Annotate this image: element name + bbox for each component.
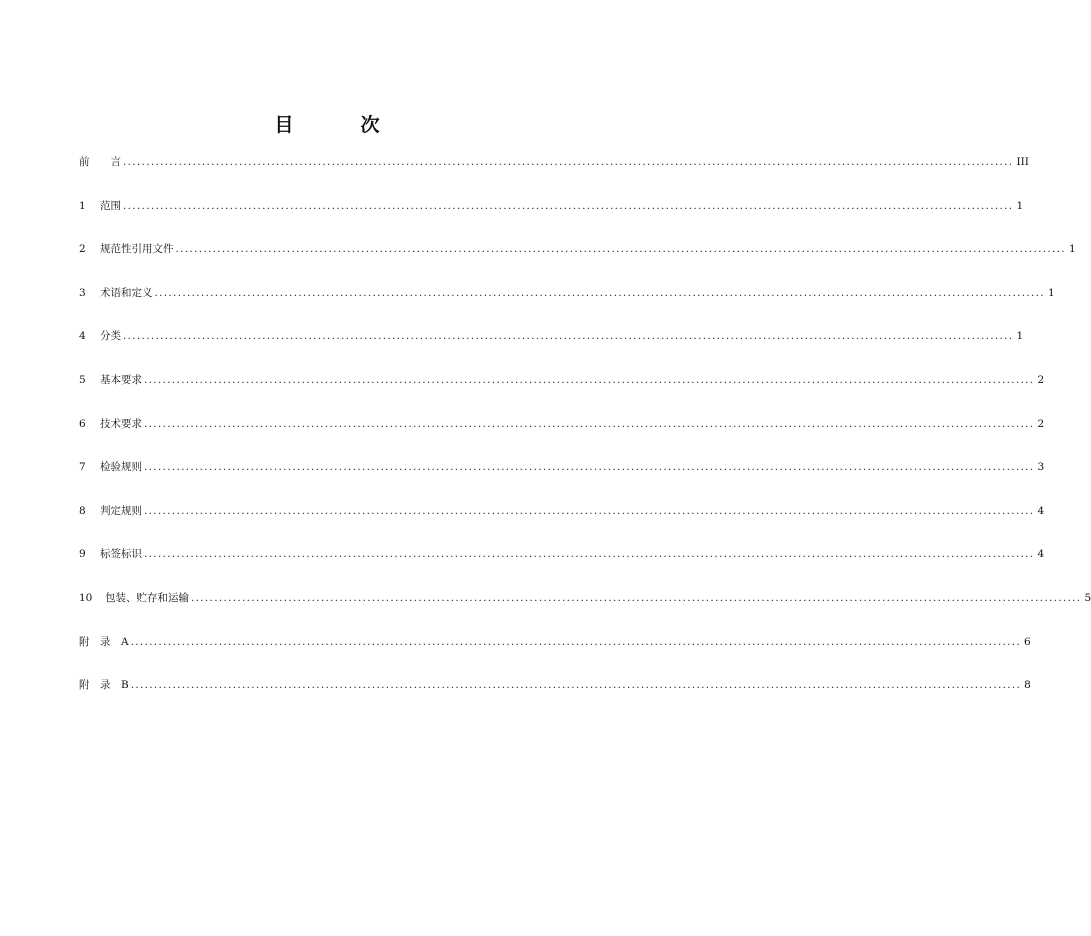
toc-entry-appendix-b[interactable]	[79, 675, 1031, 719]
toc-entry-classification[interactable]	[79, 326, 1024, 370]
toc-dot-leader: ................................................................................................................................................................................................	[123, 156, 1014, 168]
toc-page-number: III	[1016, 156, 1029, 168]
toc-entry-technical-requirements[interactable]	[79, 414, 1045, 458]
toc-dot-leader: ................................................................................................................................................................................................	[144, 373, 1035, 386]
toc-dot-leader: ................................................................................................................................................................................................	[144, 548, 1035, 561]
toc-section-number: 8	[79, 504, 86, 517]
toc-entry-label: 附 录 B	[79, 679, 129, 692]
toc-page-number: 1	[1068, 243, 1076, 256]
toc-dot-leader: ................................................................................................................................................................................................	[144, 461, 1035, 474]
toc-entry-label: 标签标识	[100, 548, 142, 561]
toc-page-number: 2	[1037, 373, 1045, 386]
toc-section-number: 7	[79, 461, 86, 474]
toc-section-number: 1	[79, 199, 86, 212]
toc-entry-scope[interactable]	[79, 196, 1024, 240]
toc-page-number: 1	[1016, 199, 1024, 212]
toc-entry-label: 附 录 A	[79, 635, 129, 648]
toc-entry-judgment-rules[interactable]	[79, 501, 1045, 545]
toc-dot-leader: ................................................................................................................................................................................................	[144, 417, 1035, 430]
toc-entry-basic-requirements[interactable]	[79, 370, 1045, 414]
toc-section-number: 6	[79, 417, 86, 430]
toc-page-number: 4	[1037, 504, 1045, 517]
toc-entry-inspection-rules[interactable]	[79, 457, 1045, 501]
toc-entry-label: 规范性引用文件	[100, 243, 174, 256]
toc-entry-label: 包装、贮存和运输	[105, 591, 189, 604]
toc-entry-label: 前 言	[79, 156, 121, 168]
toc-page-number: 1	[1047, 286, 1055, 299]
toc-entry-appendix-a[interactable]	[79, 632, 1031, 676]
toc-page-number: 6	[1024, 635, 1031, 648]
toc-entry-terms-definitions[interactable]	[79, 283, 1055, 327]
toc-page-number: 8	[1024, 679, 1031, 692]
toc-entry-label: 范围	[100, 199, 121, 212]
toc-dot-leader: ................................................................................................................................................................................................	[144, 504, 1035, 517]
toc-dot-leader: ................................................................................................................................................................................................	[130, 679, 1022, 692]
toc-section-number: 4	[79, 330, 86, 343]
toc-list	[79, 152, 1091, 719]
toc-dot-leader: ................................................................................................................................................................................................	[154, 286, 1045, 299]
toc-section-number: 9	[79, 548, 86, 561]
toc-entry-label: 分类	[100, 330, 121, 343]
toc-dot-leader: ................................................................................................................................................................................................	[123, 199, 1014, 212]
toc-dot-leader: ................................................................................................................................................................................................	[130, 635, 1022, 648]
toc-entry-label: 判定规则	[100, 504, 142, 517]
toc-entry-normative-references[interactable]	[79, 239, 1076, 283]
toc-entry-label: 基本要求	[100, 373, 142, 386]
toc-entry-packaging-storage-transport[interactable]	[79, 588, 1091, 632]
toc-page-number: 4	[1037, 548, 1045, 561]
toc-dot-leader: ................................................................................................................................................................................................	[191, 591, 1082, 604]
toc-dot-leader: ................................................................................................................................................................................................	[123, 330, 1014, 343]
toc-section-number: 2	[79, 243, 86, 256]
toc-section-number: 5	[79, 373, 86, 386]
toc-section-number: 3	[79, 286, 86, 299]
toc-title: 目 次	[274, 114, 404, 136]
toc-entry-label: 检验规则	[100, 461, 142, 474]
toc-dot-leader: ................................................................................................................................................................................................	[175, 243, 1066, 256]
toc-section-number: 10	[79, 591, 93, 604]
toc-page-number: 5	[1084, 591, 1091, 604]
toc-page-number: 2	[1037, 417, 1045, 430]
toc-page-number: 3	[1037, 461, 1045, 474]
toc-entry-labeling[interactable]	[79, 544, 1045, 588]
toc-entry-label: 术语和定义	[100, 286, 153, 299]
toc-page-number: 1	[1016, 330, 1024, 343]
toc-entry-label: 技术要求	[100, 417, 142, 430]
toc-entry-foreword[interactable]	[79, 152, 1029, 196]
